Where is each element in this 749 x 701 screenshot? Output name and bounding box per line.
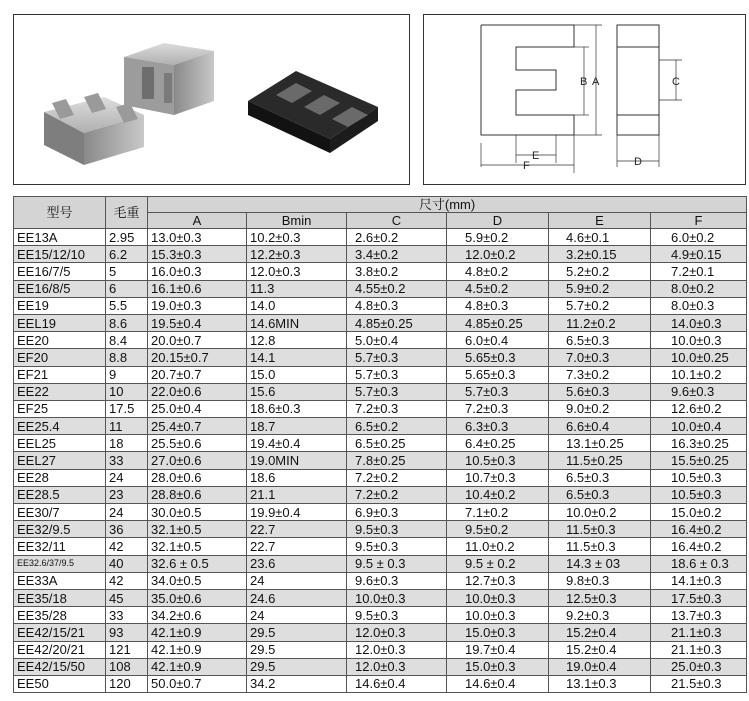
cell-e: 14.3 ± 03 [549,555,651,572]
header-a: A [148,213,247,229]
cell-d: 19.7±0.4 [447,641,549,658]
cell-d: 9.5 ± 0.2 [447,555,549,572]
cell-d: 4.5±0.2 [447,280,549,297]
cell-c: 4.55±0.2 [347,280,447,297]
cell-c: 5.7±0.3 [347,349,447,366]
cell-e: 7.3±0.2 [549,366,651,383]
cell-c: 14.6±0.4 [347,675,447,692]
header-weight: 毛重 [106,197,148,229]
cell-c: 4.8±0.3 [347,297,447,314]
cell-e: 11.5±0.3 [549,538,651,555]
cell-bmin: 22.7 [247,538,347,555]
cell-model: EF20 [14,349,106,366]
cell-a: 50.0±0.7 [148,675,247,692]
cell-model: EEL25 [14,435,106,452]
cell-weight: 33 [106,452,148,469]
cell-f: 16.4±0.2 [651,538,747,555]
cell-bmin: 18.7 [247,418,347,435]
ferrite-core-photo [14,15,409,184]
cell-weight: 6.2 [106,246,148,263]
cell-e: 3.2±0.15 [549,246,651,263]
cell-weight: 6 [106,280,148,297]
cell-weight: 93 [106,624,148,641]
cell-bmin: 24.6 [247,589,347,606]
cell-d: 6.3±0.3 [447,418,549,435]
cell-e: 4.6±0.1 [549,229,651,246]
cell-a: 16.1±0.6 [148,280,247,297]
cell-c: 9.5 ± 0.3 [347,555,447,572]
cell-weight: 108 [106,658,148,675]
header-f: F [651,213,747,229]
core-spec-table [13,196,747,693]
cell-model: EE32/9.5 [14,521,106,538]
cell-bmin: 19.4±0.4 [247,435,347,452]
table-row [14,658,747,675]
cell-weight: 24 [106,469,148,486]
cell-e: 15.2±0.4 [549,624,651,641]
table-row [14,332,747,349]
cell-c: 7.2±0.2 [347,469,447,486]
table-row [14,469,747,486]
cell-bmin: 15.6 [247,383,347,400]
cell-bmin: 19.9±0.4 [247,504,347,521]
table-row [14,383,747,400]
cell-model: EE25.4 [14,418,106,435]
cell-c: 9.6±0.3 [347,572,447,589]
cell-d: 7.1±0.2 [447,504,549,521]
cell-e: 11.2±0.2 [549,314,651,331]
e-core-dimension-drawing [424,15,745,184]
table-row [14,246,747,263]
cell-weight: 40 [106,555,148,572]
table-row [14,572,747,589]
cell-bmin: 10.2±0.3 [247,229,347,246]
cell-d: 11.0±0.2 [447,538,549,555]
cell-weight: 42 [106,538,148,555]
cell-model: EE16/8/5 [14,280,106,297]
cell-e: 13.1±0.3 [549,675,651,692]
cell-f: 10.0±0.4 [651,418,747,435]
cell-model: EE16/7/5 [14,263,106,280]
table-row [14,641,747,658]
cell-c: 5.7±0.3 [347,383,447,400]
cell-bmin: 14.1 [247,349,347,366]
cell-a: 28.0±0.6 [148,469,247,486]
cell-weight: 120 [106,675,148,692]
cell-f: 15.0±0.2 [651,504,747,521]
cell-d: 10.5±0.3 [447,452,549,469]
cell-model: EE42/15/50 [14,658,106,675]
cell-a: 27.0±0.6 [148,452,247,469]
cell-model: EE33A [14,572,106,589]
cell-weight: 33 [106,607,148,624]
cell-a: 30.0±0.5 [148,504,247,521]
cell-a: 20.7±0.7 [148,366,247,383]
cell-model: EE42/20/21 [14,641,106,658]
cell-a: 13.0±0.3 [148,229,247,246]
cell-a: 34.0±0.5 [148,572,247,589]
table-row [14,280,747,297]
cell-weight: 8.8 [106,349,148,366]
table-row [14,229,747,246]
cell-model: EE19 [14,297,106,314]
cell-e: 5.7±0.2 [549,297,651,314]
cell-f: 8.0±0.2 [651,280,747,297]
cell-d: 9.5±0.2 [447,521,549,538]
cell-model: EE32.6/37/9.5 [14,555,106,572]
cell-model: EE15/12/10 [14,246,106,263]
cell-e: 12.5±0.3 [549,589,651,606]
cell-a: 42.1±0.9 [148,624,247,641]
cell-model: EE42/15/21 [14,624,106,641]
cell-a: 32.1±0.5 [148,538,247,555]
cell-a: 34.2±0.6 [148,607,247,624]
cell-model: EE28.5 [14,486,106,503]
cell-f: 21.1±0.3 [651,641,747,658]
header-c: C [347,213,447,229]
cell-bmin: 24 [247,572,347,589]
cell-d: 5.65±0.3 [447,366,549,383]
cell-e: 7.0±0.3 [549,349,651,366]
cell-model: EEL19 [14,314,106,331]
cell-f: 14.1±0.3 [651,572,747,589]
cell-bmin: 12.8 [247,332,347,349]
cell-a: 19.0±0.3 [148,297,247,314]
cell-e: 19.0±0.4 [549,658,651,675]
cell-f: 16.4±0.2 [651,521,747,538]
cell-d: 6.4±0.25 [447,435,549,452]
cell-d: 4.8±0.3 [447,297,549,314]
cell-c: 3.4±0.2 [347,246,447,263]
cell-c: 7.2±0.3 [347,400,447,417]
table-row [14,589,747,606]
cell-d: 10.0±0.3 [447,607,549,624]
cell-bmin: 21.1 [247,486,347,503]
table-row [14,435,747,452]
black-e-core [248,71,378,153]
cell-e: 5.9±0.2 [549,280,651,297]
cell-c: 7.8±0.25 [347,452,447,469]
cell-f: 10.0±0.3 [651,332,747,349]
cell-f: 13.7±0.3 [651,607,747,624]
cell-f: 4.9±0.15 [651,246,747,263]
cell-c: 6.5±0.25 [347,435,447,452]
cell-c: 5.7±0.3 [347,366,447,383]
header-model: 型号 [14,197,106,229]
cell-a: 42.1±0.9 [148,658,247,675]
cell-model: EE30/7 [14,504,106,521]
cell-f: 8.0±0.3 [651,297,747,314]
cell-weight: 5 [106,263,148,280]
cell-f: 18.6 ± 0.3 [651,555,747,572]
cell-bmin: 18.6 [247,469,347,486]
cell-d: 15.0±0.3 [447,624,549,641]
cell-d: 10.4±0.2 [447,486,549,503]
cell-bmin: 22.7 [247,521,347,538]
dim-label-d: D [634,156,642,168]
cell-e: 10.0±0.2 [549,504,651,521]
cell-a: 19.5±0.4 [148,314,247,331]
grey-e-core-large [124,43,214,115]
cell-bmin: 14.0 [247,297,347,314]
cell-a: 20.15±0.7 [148,349,247,366]
cell-f: 12.6±0.2 [651,400,747,417]
cell-d: 10.7±0.3 [447,469,549,486]
cell-weight: 121 [106,641,148,658]
dimension-drawing-panel [423,14,746,185]
cell-a: 16.0±0.3 [148,263,247,280]
cell-e: 13.1±0.25 [549,435,651,452]
cell-model: EEL27 [14,452,106,469]
cell-d: 4.85±0.25 [447,314,549,331]
e-core-side-outline [617,25,659,135]
cell-model: EE13A [14,229,106,246]
cell-weight: 18 [106,435,148,452]
cell-e: 6.5±0.3 [549,332,651,349]
cell-c: 10.0±0.3 [347,589,447,606]
cell-e: 6.5±0.3 [549,469,651,486]
cell-weight: 11 [106,418,148,435]
cell-weight: 24 [106,504,148,521]
cell-f: 21.5±0.3 [651,675,747,692]
header-e: E [549,213,651,229]
cell-c: 7.2±0.2 [347,486,447,503]
cell-model: EF25 [14,400,106,417]
cell-c: 9.5±0.3 [347,521,447,538]
cell-f: 10.0±0.25 [651,349,747,366]
cell-d: 5.9±0.2 [447,229,549,246]
cell-weight: 42 [106,572,148,589]
cell-weight: 45 [106,589,148,606]
cell-a: 20.0±0.7 [148,332,247,349]
cell-weight: 36 [106,521,148,538]
cell-c: 5.0±0.4 [347,332,447,349]
cell-bmin: 15.0 [247,366,347,383]
header-dimensions: 尺寸(mm) [148,197,747,213]
cell-weight: 9 [106,366,148,383]
cell-a: 22.0±0.6 [148,383,247,400]
cell-weight: 8.6 [106,314,148,331]
cell-a: 25.0±0.4 [148,400,247,417]
table-row [14,314,747,331]
cell-e: 5.2±0.2 [549,263,651,280]
cell-c: 9.5±0.3 [347,538,447,555]
cell-f: 7.2±0.1 [651,263,747,280]
cell-bmin: 19.0MIN [247,452,347,469]
cell-e: 11.5±0.25 [549,452,651,469]
cell-f: 16.3±0.25 [651,435,747,452]
cell-bmin: 29.5 [247,658,347,675]
cell-a: 42.1±0.9 [148,641,247,658]
cell-bmin: 14.6MIN [247,314,347,331]
cell-f: 14.0±0.3 [651,314,747,331]
cell-weight: 2.95 [106,229,148,246]
cell-a: 15.3±0.3 [148,246,247,263]
cell-bmin: 12.2±0.3 [247,246,347,263]
table-row [14,486,747,503]
cell-f: 10.5±0.3 [651,486,747,503]
table-row [14,349,747,366]
cell-c: 3.8±0.2 [347,263,447,280]
cell-c: 6.5±0.2 [347,418,447,435]
cell-d: 7.2±0.3 [447,400,549,417]
dim-label-f: F [523,160,530,172]
cell-e: 15.2±0.4 [549,641,651,658]
cell-e: 11.5±0.3 [549,521,651,538]
table-row [14,538,747,555]
cell-bmin: 12.0±0.3 [247,263,347,280]
cell-f: 9.6±0.3 [651,383,747,400]
table-row [14,675,747,692]
table-row [14,297,747,314]
cell-f: 6.0±0.2 [651,229,747,246]
cell-bmin: 29.5 [247,624,347,641]
header-d: D [447,213,549,229]
cell-weight: 5.5 [106,297,148,314]
cell-model: EE35/28 [14,607,106,624]
cell-bmin: 29.5 [247,641,347,658]
cell-f: 25.0±0.3 [651,658,747,675]
dim-label-b: B [580,76,588,88]
cell-c: 2.6±0.2 [347,229,447,246]
cell-bmin: 23.6 [247,555,347,572]
cell-e: 9.0±0.2 [549,400,651,417]
core-photo-panel [13,14,410,185]
cell-c: 4.85±0.25 [347,314,447,331]
cell-model: EF21 [14,366,106,383]
table-row [14,400,747,417]
cell-d: 15.0±0.3 [447,658,549,675]
cell-a: 32.6 ± 0.5 [148,555,247,572]
cell-model: EE22 [14,383,106,400]
cell-c: 12.0±0.3 [347,641,447,658]
cell-e: 9.8±0.3 [549,572,651,589]
cell-e: 5.6±0.3 [549,383,651,400]
cell-d: 5.7±0.3 [447,383,549,400]
table-row [14,504,747,521]
cell-weight: 23 [106,486,148,503]
cell-bmin: 24 [247,607,347,624]
cell-a: 25.5±0.6 [148,435,247,452]
e-core-front-outline [481,25,574,135]
cell-d: 6.0±0.4 [447,332,549,349]
dim-label-a: A [592,76,600,88]
table-row [14,521,747,538]
table-row [14,452,747,469]
cell-c: 9.5±0.3 [347,607,447,624]
cell-model: EE20 [14,332,106,349]
cell-d: 14.6±0.4 [447,675,549,692]
cell-model: EE35/18 [14,589,106,606]
cell-d: 5.65±0.3 [447,349,549,366]
cell-f: 17.5±0.3 [651,589,747,606]
cell-a: 35.0±0.6 [148,589,247,606]
cell-d: 12.7±0.3 [447,572,549,589]
cell-c: 12.0±0.3 [347,658,447,675]
table-row [14,555,747,572]
cell-d: 10.0±0.3 [447,589,549,606]
cell-e: 6.5±0.3 [549,486,651,503]
cell-d: 12.0±0.2 [447,246,549,263]
cell-a: 28.8±0.6 [148,486,247,503]
table-row [14,607,747,624]
cell-e: 6.6±0.4 [549,418,651,435]
cell-model: EE32/11 [14,538,106,555]
cell-f: 15.5±0.25 [651,452,747,469]
header-bmin: Bmin [247,213,347,229]
cell-f: 10.1±0.2 [651,366,747,383]
cell-f: 10.5±0.3 [651,469,747,486]
cell-bmin: 34.2 [247,675,347,692]
table-row [14,263,747,280]
cell-bmin: 18.6±0.3 [247,400,347,417]
cell-f: 21.1±0.3 [651,624,747,641]
dim-label-e: E [532,150,540,162]
cell-model: EE50 [14,675,106,692]
cell-e: 9.2±0.3 [549,607,651,624]
cell-c: 6.9±0.3 [347,504,447,521]
cell-a: 25.4±0.7 [148,418,247,435]
cell-bmin: 11.3 [247,280,347,297]
cell-d: 4.8±0.2 [447,263,549,280]
cell-weight: 17.5 [106,400,148,417]
table-row [14,366,747,383]
cell-model: EE28 [14,469,106,486]
table-row [14,418,747,435]
table-row [14,624,747,641]
cell-weight: 8.4 [106,332,148,349]
cell-weight: 10 [106,383,148,400]
cell-c: 12.0±0.3 [347,624,447,641]
dim-label-c: C [672,76,680,88]
cell-a: 32.1±0.5 [148,521,247,538]
